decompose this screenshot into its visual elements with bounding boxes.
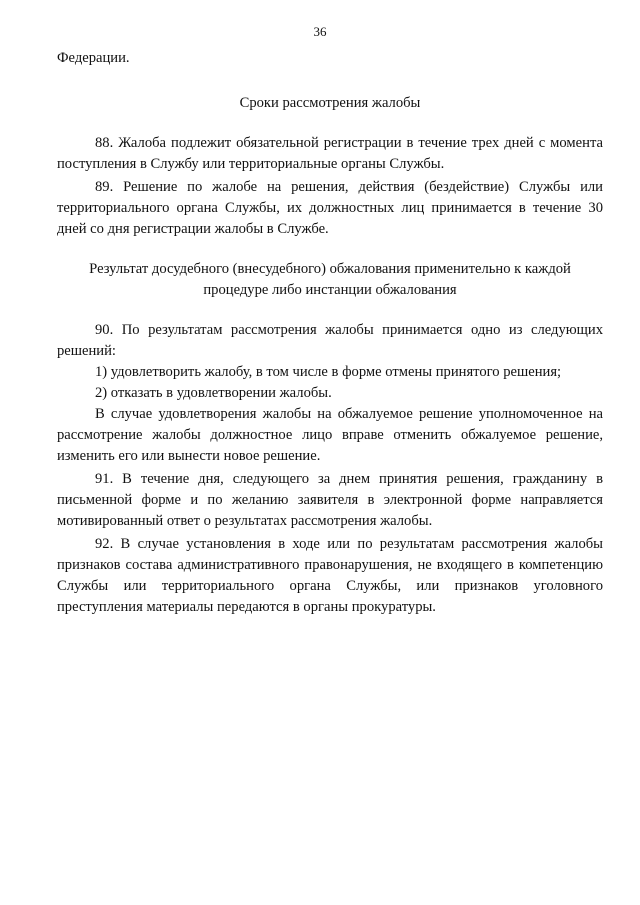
list-item-2: 2) отказать в удовлетворении жалобы. <box>95 385 332 401</box>
paragraph-89: 89. Решение по жалобе на решения, действия (бездействие) Службы или территориального органа Службы, их должностных лиц принимается в течение 30 дней со дня регистрации жалобы в Службе. <box>57 179 603 237</box>
paragraph-case: В случае удовлетворения жалобы на обжалуемое решение уполномоченное на рассмотрение жалобы должностное лицо вправе отменить обжалуемое решение, изменить его или вынести новое решение. <box>57 406 603 464</box>
document-body <box>57 48 603 618</box>
paragraph-91: 91. В течение дня, следующего за днем принятия решения, гражданину в письменной форме и по желанию заявителя в электронной форме направляется мотивированный ответ о результатах рассмотрения жалобы. <box>57 471 603 529</box>
page-number: 36 <box>313 24 327 39</box>
section-heading-result <box>57 259 603 301</box>
section-heading-terms: Сроки рассмотрения жалобы <box>239 95 421 111</box>
section-heading-result-line2: процедуре либо инстанции обжалования <box>203 282 457 298</box>
intro-text: Федерации. <box>57 50 130 66</box>
paragraph-88: 88. Жалоба подлежит обязательной регистрации в течение трех дней с момента поступления в Службу или территориальные органы Службы. <box>57 135 603 172</box>
paragraph-92: 92. В случае установления в ходе или по результатам рассмотрения жалобы признаков состава административного правонарушения, не входящего в компетенцию Службы или территориального органа Службы, или признаков уголовного преступления материалы передаются в органы прокуратуры. <box>57 536 603 615</box>
paragraph-90: 90. По результатам рассмотрения жалобы принимается одно из следующих решений: <box>57 322 603 359</box>
section-heading-result-line1: Результат досудебного (внесудебного) обжалования применительно к каждой <box>89 261 571 277</box>
list-item-1: 1) удовлетворить жалобу, в том числе в форме отмены принятого решения; <box>95 364 562 380</box>
